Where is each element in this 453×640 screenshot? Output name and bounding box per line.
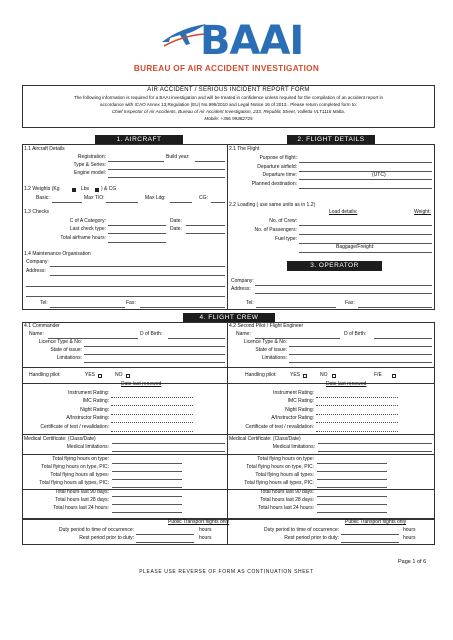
second-imc-label: IMC Rating: [287,398,314,404]
cg-field[interactable] [211,202,225,203]
second-hours-all-field[interactable] [317,479,387,480]
c-of-a-date-field[interactable] [186,225,225,226]
second-pilot-title: 4.2 Second Pilot / Flight Engineer [229,323,304,329]
second-duty-field[interactable] [341,534,399,535]
c-of-a-date-label: Date: [170,218,182,224]
commander-afi-label: A/Instructor Rating: [66,415,109,421]
second-hours-type-label: Total flying hours on type: [257,456,314,462]
commander-state-field[interactable] [84,354,225,355]
second-hours-90-field[interactable] [317,496,387,497]
last-check-field[interactable] [108,233,166,234]
second-afi-label: A/Instructor Rating: [271,415,314,421]
operator-address-field[interactable] [255,293,432,294]
max-ldg-field[interactable] [170,202,192,203]
engine-model-field[interactable] [108,177,225,178]
commander-dob-label: D of Birth: [140,331,163,337]
baggage-label: Baggage/Freight: [336,244,375,250]
commander-hours-28-label: Total hours last 28 days: [55,497,109,503]
crew-separator-1 [22,367,435,368]
commander-duty-field[interactable] [136,534,194,535]
second-state-field[interactable] [289,354,432,355]
intro-text-1: The following information is required for a BAAI investigation and will be treated in confidence unless required for the compilation of an accident report in [73,95,384,100]
second-instrument-label: Instrument Rating: [273,390,314,396]
operator-company-field[interactable] [255,285,432,286]
build-year-label: Build year: [166,154,190,160]
commander-title: 4.1 Commander [24,323,60,329]
maint-tel-label: Tel: [40,300,48,306]
second-duty-label: Duty period to time of occurrence: [263,527,339,533]
purpose-field[interactable] [299,162,432,163]
second-imc-field[interactable] [316,405,398,406]
second-night-field[interactable] [316,414,398,415]
commander-hours-28-field[interactable] [112,504,182,505]
crew-separator-2 [22,383,435,384]
commander-hours-all-field[interactable] [112,479,182,480]
form-title: AIR ACCIDENT / SERIOUS INCIDENT REPORT FORM [147,87,310,93]
commander-cert-field[interactable] [111,431,193,432]
purpose-label: Purpose of flight: [259,155,297,161]
second-medical-cert-label: Medical Certificate: (Class/Date) [229,436,301,442]
crew-separator-4 [22,454,435,455]
commander-limitations-label: Limitations: [56,355,82,361]
commander-duty-hours: hours [199,527,212,533]
lbs-label: Lbs [81,186,90,192]
lbs-checkbox[interactable] [95,188,99,192]
second-limitations-field[interactable] [289,362,432,363]
second-hours-24-label: Total hours last 24 hours: [258,505,314,511]
second-afi-field[interactable] [316,422,398,423]
crew-count-field[interactable] [299,225,432,226]
operator-company-label: Company: [231,278,254,284]
type-series-field[interactable] [108,169,225,170]
second-dob-field[interactable] [374,338,432,339]
crew-separator-3 [22,434,435,435]
flight-title: 2.1 The Flight [229,146,260,152]
commander-rest-field[interactable] [136,542,194,543]
second-medical-lim-label: Medical limitations: [272,444,315,450]
continuation-note: PLEASE USE REVERSE OF FORM AS CONTINUATION SHEET [139,569,314,575]
commander-yes-label: YES [85,372,96,378]
second-no-label: NO [320,372,328,378]
second-date-renewed-header: Date last renewed [326,381,367,387]
utc-label: (UTC) [372,172,386,178]
return-address: Chief Inspector of Air Accidents, Bureau of Air Accident Investigation, 233, Republic Street, Valletta VLT1116 Malta. [111,109,346,114]
maint-address-field-3[interactable] [26,296,225,297]
section-aircraft-header: 1. AIRCRAFT [95,135,183,144]
second-night-label: Night Rating: [285,407,314,413]
commander-hours-type-field[interactable] [112,463,182,464]
commander-hours-type-label: Total flying hours on type: [52,456,109,462]
maint-company-label: Company: [26,259,49,265]
planned-destination-field[interactable] [299,188,432,189]
second-rest-hours: hours [403,535,416,541]
planned-destination-label: Planned destination: [251,181,297,187]
commander-hours-90-label: Total hours last 90 days: [55,489,109,495]
commander-rest-hours: hours [199,535,212,541]
second-fe-checkbox[interactable] [392,374,396,378]
second-hours-28-field[interactable] [317,504,387,505]
commander-hours-all-pic-label: Total flying hours all types, PIC: [39,480,109,486]
departure-time-label: Departure time: [262,172,297,178]
basic-weight-label: Basic: [36,195,50,201]
c-of-a-field[interactable] [108,225,166,226]
maint-address-field-1[interactable] [50,275,225,276]
commander-hours-90-field[interactable] [112,496,182,497]
intro-text-2: accordance with ICAO Annex 13,Regulation (EU) No.996/2010 and Legal Notice 16 of 2013.. Please return completed form to: [100,102,357,107]
second-cert-field[interactable] [316,431,398,432]
section-flight-crew-header: 4. FLIGHT CREW [183,313,275,322]
commander-night-label: Night Rating: [80,407,109,413]
commander-hours-all-label: Total flying hours all types: [50,472,109,478]
registration-label: Registration: [77,154,106,160]
section-operator-header: 3. OPERATOR [287,261,382,271]
commander-hours-all-pic-field[interactable] [112,487,182,488]
commander-medical-cert-label: Medical Certificate: (Class/Date) [24,436,96,442]
column-divider [227,144,228,310]
last-check-date-field[interactable] [186,233,225,234]
total-airframe-hours-field[interactable] [108,242,166,243]
cg-label: CG: [199,195,208,201]
second-hours-28-label: Total hours last 28 days: [260,497,314,503]
logo-org-name: BUREAU OF AIR ACCIDENT INVESTIGATION [133,64,320,73]
logo-wordmark: BAAI [200,18,304,64]
commander-imc-label: IMC Rating: [82,398,109,404]
commander-licence-label: Licence Type & No: [38,339,82,345]
commander-limitations-field[interactable] [84,362,225,363]
second-fe-label: F/E [374,372,382,378]
commander-medical-lim-field[interactable] [112,451,225,452]
second-hours-type-pic-field[interactable] [317,471,387,472]
aircraft-details-title: 1.1 Aircraft Details [24,146,65,152]
max-to-field[interactable] [106,202,138,203]
commander-hours-type-pic-field[interactable] [112,471,182,472]
second-medical-lim-field[interactable] [318,451,432,452]
operator-tel-field[interactable] [256,307,336,308]
second-hours-all-pic-label: Total flying hours all types, PIC: [244,480,314,486]
baggage-field[interactable] [299,252,432,253]
commander-handling-label: Handling pilot: [29,372,61,378]
last-check-date-label: Date: [170,226,182,232]
second-state-label: State of issue: [255,347,287,353]
operator-fax-label: Fax: [345,300,355,306]
commander-public-transport-label: Public Transport flights only [168,519,230,525]
engine-model-label: Engine model: [74,170,106,176]
commander-hours-type-pic-label: Total flying hours on type, PIC: [41,464,109,470]
operator-tel-label: Tel: [246,300,254,306]
commander-imc-field[interactable] [111,405,193,406]
weight-header: Weight: [414,209,431,215]
loading-title: 2.2 Loading ( use same units as in 1.2) [229,202,316,208]
commander-hours-24-label: Total hours last 24 hours: [53,505,109,511]
second-hours-type-field[interactable] [317,463,387,464]
weights-title: 1.2 Weights (Kg [24,186,60,192]
maint-address-field-2[interactable] [26,286,225,287]
commander-medical-cert-field[interactable] [112,443,225,444]
maint-address-label: Address: [26,268,46,274]
bureau-logo [0,14,453,80]
commander-rest-label: Rest period prior to duty: [79,535,134,541]
maint-fax-field[interactable] [140,307,225,308]
type-series-label: Type & Series: [73,162,106,168]
second-hours-24-field[interactable] [317,512,387,513]
commander-duty-label: Duty period to time of occurrence: [58,527,134,533]
cg-title-label: ) & CG [101,186,117,192]
commander-instrument-field[interactable] [111,397,193,398]
load-details-header: Load details: [329,209,358,215]
second-instrument-field[interactable] [316,397,398,398]
second-yes-label: YES [290,372,301,378]
commander-state-label: State of issue: [50,347,82,353]
commander-hours-24-field[interactable] [112,512,182,513]
registration-field[interactable] [108,161,164,162]
commander-licence-field[interactable] [84,346,225,347]
fuel-type-label: Fuel type: [275,236,297,242]
second-hours-all-label: Total flying hours all types: [255,472,314,478]
build-year-field[interactable] [195,161,225,162]
commander-cert-label: Certificate of test / revalidation: [40,424,109,430]
second-hours-90-label: Total hours last 90 days: [260,489,314,495]
commander-date-renewed-header: Date last renewed [121,381,162,387]
second-yes-checkbox[interactable] [303,374,307,378]
second-handling-label: Handling pilot: [245,372,277,378]
commander-yes-checkbox[interactable] [98,374,102,378]
second-rest-field[interactable] [341,542,399,543]
commander-no-label: NO [115,372,123,378]
second-duty-hours: hours [403,527,416,533]
operator-fax-field[interactable] [358,307,432,308]
second-licence-field[interactable] [289,346,432,347]
intro-box [22,85,435,128]
max-to-label: Max T/O: [84,195,105,201]
passengers-count-label: No. of Passengers: [254,227,297,233]
commander-dob-field[interactable] [168,338,225,339]
maint-tel-field[interactable] [50,307,125,308]
second-limitations-label: Limitations: [261,355,287,361]
commander-name-label: Name: [29,331,44,337]
basic-weight-field[interactable] [52,202,82,203]
departure-time-field[interactable] [299,179,432,180]
second-name-label: Name: [236,331,251,337]
passengers-count-field[interactable] [299,234,432,235]
departure-airfield-label: Departure airfield: [257,164,297,170]
c-of-a-label: C of A Category: [69,218,106,224]
checks-title: 1.3 Checks [24,209,50,215]
second-no-checkbox[interactable] [332,374,336,378]
last-check-label: Last check type: [69,226,106,232]
mobile-number: Mobile: +356 99382725 [204,116,253,121]
commander-afi-field[interactable] [111,422,193,423]
second-hours-all-pic-field[interactable] [317,487,387,488]
maintenance-org-title: 1.4 Maintenance Organisation [24,251,91,257]
commander-medical-lim-label: Medical limitations: [66,444,109,450]
commander-no-checkbox[interactable] [126,374,130,378]
second-rest-label: Rest period prior to duty: [284,535,339,541]
second-cert-label: Certificate of test / revalidation: [245,424,314,430]
section-flight-details-header: 2. FLIGHT DETAILS [287,135,375,144]
second-licence-label: Licence Type & No: [243,339,287,345]
max-ldg-label: Max Ldg: [145,195,166,201]
second-medical-cert-field[interactable] [318,443,432,444]
maint-company-field[interactable] [50,266,225,267]
second-dob-label: D of Birth: [344,331,367,337]
departure-airfield-field[interactable] [299,171,432,172]
maint-fax-label: Fax: [126,300,136,306]
crew-count-label: No. of Crew: [269,218,297,224]
commander-instrument-label: Instrument Rating: [68,390,109,396]
second-public-transport-label: Public Transport flights only [345,519,407,525]
second-hours-type-pic-label: Total flying hours on type, PIC: [246,464,314,470]
operator-address-label: Address: [231,286,251,292]
commander-night-field[interactable] [111,414,193,415]
page-number: Page 1 of 6 [398,559,427,565]
kg-checkbox[interactable] [72,188,76,192]
total-airframe-hours-label: Total airframe hours: [60,235,106,241]
